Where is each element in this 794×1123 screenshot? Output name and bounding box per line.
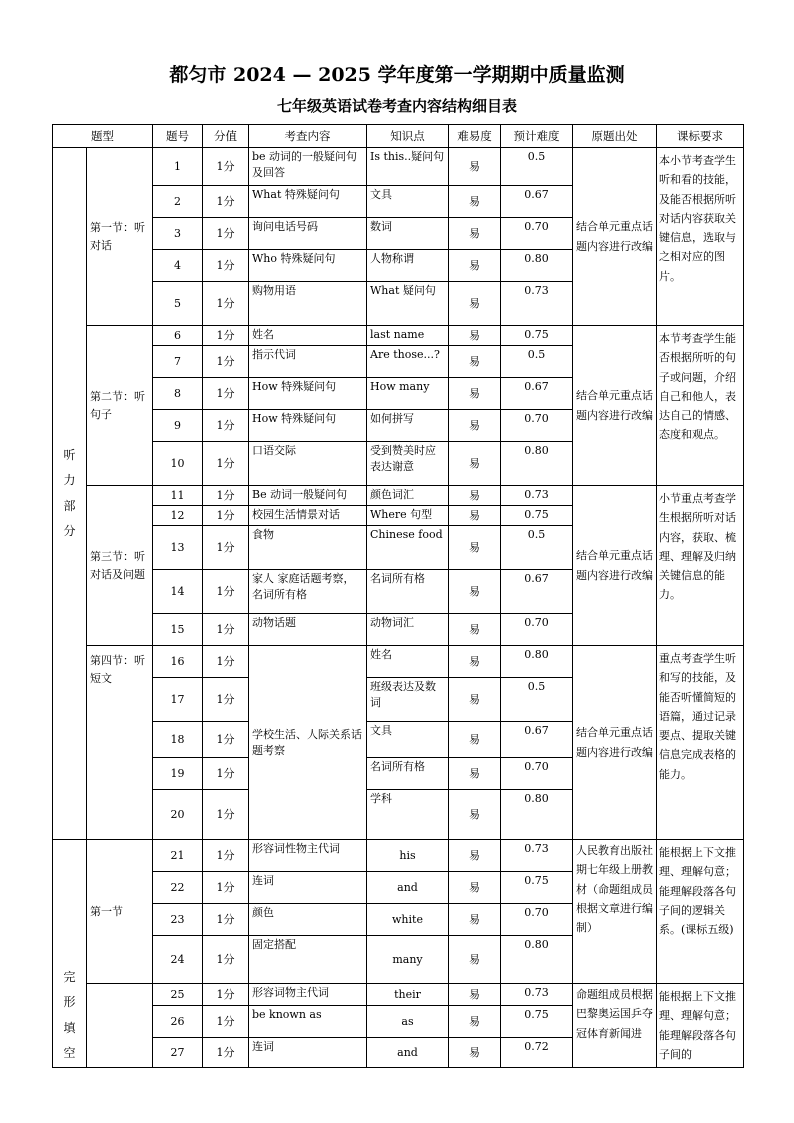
- header-standard: 课标要求: [657, 125, 744, 148]
- knowledge-cell: What 疑问句: [367, 282, 449, 326]
- level-cell: 易: [449, 218, 501, 250]
- level-cell: 易: [449, 326, 501, 346]
- content-cell: 姓名: [249, 326, 367, 346]
- content-cell: 校园生活情景对话: [249, 506, 367, 526]
- predicted-cell: 0.75: [501, 506, 573, 526]
- level-cell: 易: [449, 678, 501, 722]
- predicted-cell: 0.5: [501, 148, 573, 186]
- question-no: 24: [153, 936, 203, 984]
- knowledge-cell: and: [367, 872, 449, 904]
- knowledge-cell: 名词所有格: [367, 570, 449, 614]
- predicted-cell: 0.73: [501, 840, 573, 872]
- document-title: 都匀市 2024 — 2025 学年度第一学期期中质量监测: [169, 64, 625, 86]
- knowledge-cell: 动物词汇: [367, 614, 449, 646]
- question-score: 1分: [203, 936, 249, 984]
- source-cell: 结合单元重点话题内容进行改编: [573, 326, 657, 486]
- spec-table: [52, 124, 744, 1068]
- predicted-cell: 0.5: [501, 678, 573, 722]
- question-no: 26: [153, 1006, 203, 1038]
- standard-cell: 能根据上下文推理、理解句意；能理解段落各句子间的: [657, 984, 744, 1068]
- content-cell: 食物: [249, 526, 367, 570]
- predicted-cell: 0.75: [501, 1006, 573, 1038]
- knowledge-cell: 受到赞美时应表达谢意: [367, 442, 449, 486]
- knowledge-cell: Where 句型: [367, 506, 449, 526]
- knowledge-cell: 名词所有格: [367, 758, 449, 790]
- question-score: 1分: [203, 506, 249, 526]
- content-cell: How 特殊疑问句: [249, 410, 367, 442]
- predicted-cell: 0.70: [501, 904, 573, 936]
- question-score: 1分: [203, 840, 249, 872]
- level-cell: 易: [449, 646, 501, 678]
- level-cell: 易: [449, 506, 501, 526]
- table-row: [53, 486, 744, 506]
- part-label: 听力部分: [63, 448, 76, 538]
- knowledge-cell: their: [367, 984, 449, 1006]
- predicted-cell: 0.73: [501, 486, 573, 506]
- predicted-cell: 0.75: [501, 326, 573, 346]
- question-no: 1: [153, 148, 203, 186]
- source-cell: 命题组成员根据巴黎奥运国乒夺冠体育新闻进: [573, 984, 657, 1068]
- content-cell: 购物用语: [249, 282, 367, 326]
- predicted-cell: 0.70: [501, 218, 573, 250]
- content-cell: How 特殊疑问句: [249, 378, 367, 410]
- question-no: 3: [153, 218, 203, 250]
- level-cell: 易: [449, 758, 501, 790]
- content-cell: Who 特殊疑问句: [249, 250, 367, 282]
- standard-cell: 小节重点考查学生根据所听对话内容，获取、梳理、理解及归纳关键信息的能力。: [657, 486, 744, 646]
- content-cell: be known as: [249, 1006, 367, 1038]
- knowledge-cell: Chinese food: [367, 526, 449, 570]
- knowledge-cell: many: [367, 936, 449, 984]
- source-cell: 人民教育出版社期七年级上册教材（命题组成员根据文章进行编制）: [573, 840, 657, 984]
- level-cell: 易: [449, 148, 501, 186]
- predicted-cell: 0.67: [501, 722, 573, 758]
- question-no: 13: [153, 526, 203, 570]
- question-no: 2: [153, 186, 203, 218]
- standard-cell: 能根据上下文推理、理解句意；能理解段落各句子间的逻辑关系。(课标五级): [657, 840, 744, 984]
- knowledge-cell: 文具: [367, 722, 449, 758]
- predicted-cell: 0.67: [501, 378, 573, 410]
- knowledge-cell: 人物称谓: [367, 250, 449, 282]
- question-score: 1分: [203, 410, 249, 442]
- level-cell: 易: [449, 984, 501, 1006]
- part-label: 完形填空: [63, 970, 76, 1060]
- table-row: [53, 148, 744, 186]
- question-score: 1分: [203, 526, 249, 570]
- level-cell: 易: [449, 442, 501, 486]
- content-cell: 询问电话号码: [249, 218, 367, 250]
- question-score: 1分: [203, 678, 249, 722]
- level-cell: 易: [449, 790, 501, 840]
- question-score: 1分: [203, 442, 249, 486]
- level-cell: 易: [449, 614, 501, 646]
- section-cell: 第一节: [87, 840, 153, 984]
- knowledge-cell: 学科: [367, 790, 449, 840]
- question-score: 1分: [203, 186, 249, 218]
- question-score: 1分: [203, 346, 249, 378]
- content-cell: 口语交际: [249, 442, 367, 486]
- question-no: 11: [153, 486, 203, 506]
- level-cell: 易: [449, 378, 501, 410]
- question-score: 1分: [203, 378, 249, 410]
- question-score: 1分: [203, 218, 249, 250]
- content-cell: 动物话题: [249, 614, 367, 646]
- question-no: 18: [153, 722, 203, 758]
- question-no: 14: [153, 570, 203, 614]
- question-score: 1分: [203, 614, 249, 646]
- predicted-cell: 0.70: [501, 410, 573, 442]
- level-cell: 易: [449, 410, 501, 442]
- predicted-cell: 0.5: [501, 526, 573, 570]
- question-no: 19: [153, 758, 203, 790]
- document-subtitle: 七年级英语试卷考查内容结构细目表: [276, 97, 517, 115]
- question-no: 23: [153, 904, 203, 936]
- content-cell: 连词: [249, 1038, 367, 1068]
- knowledge-cell: as: [367, 1006, 449, 1038]
- standard-cell: 本节考查学生能否根据所听的句子或问题，介绍自己和他人，表达自己的情感、态度和观点。: [657, 326, 744, 486]
- question-score: 1分: [203, 722, 249, 758]
- content-cell: 学校生活、人际关系话题考察: [249, 646, 367, 840]
- question-score: 1分: [203, 984, 249, 1006]
- question-no: 7: [153, 346, 203, 378]
- knowledge-cell: 颜色词汇: [367, 486, 449, 506]
- part-listening: [53, 148, 87, 840]
- level-cell: 易: [449, 186, 501, 218]
- header-level: 难易度: [449, 125, 501, 148]
- header-knowledge: 知识点: [367, 125, 449, 148]
- predicted-cell: 0.73: [501, 282, 573, 326]
- predicted-cell: 0.72: [501, 1038, 573, 1068]
- level-cell: 易: [449, 282, 501, 326]
- question-no: 10: [153, 442, 203, 486]
- predicted-cell: 0.75: [501, 872, 573, 904]
- question-score: 1分: [203, 904, 249, 936]
- source-cell: 结合单元重点话题内容进行改编: [573, 148, 657, 326]
- level-cell: 易: [449, 904, 501, 936]
- knowledge-cell: 数词: [367, 218, 449, 250]
- section-cell: [87, 984, 153, 1068]
- content-cell: 固定搭配: [249, 936, 367, 984]
- knowledge-cell: 班级表达及数词: [367, 678, 449, 722]
- table-row: [53, 646, 744, 678]
- level-cell: 易: [449, 486, 501, 506]
- header-type: 题型: [53, 125, 153, 148]
- table-row: [53, 840, 744, 872]
- content-cell: 家人 家庭话题考察，名词所有格: [249, 570, 367, 614]
- source-cell: 结合单元重点话题内容进行改编: [573, 486, 657, 646]
- question-score: 1分: [203, 250, 249, 282]
- header-source: 原题出处: [573, 125, 657, 148]
- question-no: 25: [153, 984, 203, 1006]
- predicted-cell: 0.80: [501, 790, 573, 840]
- table-row: [53, 984, 744, 1006]
- question-score: 1分: [203, 148, 249, 186]
- question-score: 1分: [203, 646, 249, 678]
- header-content: 考查内容: [249, 125, 367, 148]
- question-no: 15: [153, 614, 203, 646]
- predicted-cell: 0.67: [501, 186, 573, 218]
- content-cell: be 动词的一般疑问句及回答: [249, 148, 367, 186]
- source-cell: 结合单元重点话题内容进行改编: [573, 646, 657, 840]
- question-score: 1分: [203, 758, 249, 790]
- section-cell: 第一节：听对话: [87, 148, 153, 326]
- predicted-cell: 0.67: [501, 570, 573, 614]
- header-no: 题号: [153, 125, 203, 148]
- predicted-cell: 0.73: [501, 984, 573, 1006]
- level-cell: 易: [449, 570, 501, 614]
- part-cloze: [53, 840, 87, 1068]
- predicted-cell: 0.80: [501, 646, 573, 678]
- question-no: 16: [153, 646, 203, 678]
- knowledge-cell: 如何拼写: [367, 410, 449, 442]
- question-score: 1分: [203, 282, 249, 326]
- question-no: 27: [153, 1038, 203, 1068]
- content-cell: 形容词物主代词: [249, 984, 367, 1006]
- content-cell: 连词: [249, 872, 367, 904]
- predicted-cell: 0.5: [501, 346, 573, 378]
- header-predicted: 预计难度: [501, 125, 573, 148]
- content-cell: 指示代词: [249, 346, 367, 378]
- knowledge-cell: 文具: [367, 186, 449, 218]
- content-cell: 形容词性物主代词: [249, 840, 367, 872]
- question-no: 21: [153, 840, 203, 872]
- question-score: 1分: [203, 326, 249, 346]
- section-cell: 第二节：听句子: [87, 326, 153, 486]
- level-cell: 易: [449, 872, 501, 904]
- question-no: 12: [153, 506, 203, 526]
- knowledge-cell: Are those...?: [367, 346, 449, 378]
- predicted-cell: 0.80: [501, 936, 573, 984]
- question-no: 8: [153, 378, 203, 410]
- level-cell: 易: [449, 722, 501, 758]
- question-score: 1分: [203, 1006, 249, 1038]
- level-cell: 易: [449, 250, 501, 282]
- question-no: 20: [153, 790, 203, 840]
- level-cell: 易: [449, 1006, 501, 1038]
- question-score: 1分: [203, 1038, 249, 1068]
- knowledge-cell: last name: [367, 326, 449, 346]
- section-cell: 第三节：听对话及问题: [87, 486, 153, 646]
- knowledge-cell: Is this..疑问句: [367, 148, 449, 186]
- header-score: 分值: [203, 125, 249, 148]
- level-cell: 易: [449, 526, 501, 570]
- question-score: 1分: [203, 486, 249, 506]
- table-row: [53, 326, 744, 346]
- question-score: 1分: [203, 872, 249, 904]
- question-no: 5: [153, 282, 203, 326]
- knowledge-cell: How many: [367, 378, 449, 410]
- content-cell: Be 动词一般疑问句: [249, 486, 367, 506]
- question-score: 1分: [203, 790, 249, 840]
- content-cell: What 特殊疑问句: [249, 186, 367, 218]
- predicted-cell: 0.70: [501, 758, 573, 790]
- question-no: 4: [153, 250, 203, 282]
- section-cell: 第四节：听短文: [87, 646, 153, 840]
- level-cell: 易: [449, 346, 501, 378]
- predicted-cell: 0.70: [501, 614, 573, 646]
- question-no: 17: [153, 678, 203, 722]
- content-cell: 颜色: [249, 904, 367, 936]
- knowledge-cell: white: [367, 904, 449, 936]
- standard-cell: 重点考查学生听和写的技能，及能否听懂简短的语篇，通过记录要点、提取关键信息完成表格的能力。: [657, 646, 744, 840]
- level-cell: 易: [449, 840, 501, 872]
- header-row: [53, 125, 744, 148]
- question-no: 9: [153, 410, 203, 442]
- level-cell: 易: [449, 1038, 501, 1068]
- question-no: 22: [153, 872, 203, 904]
- predicted-cell: 0.80: [501, 442, 573, 486]
- level-cell: 易: [449, 936, 501, 984]
- predicted-cell: 0.80: [501, 250, 573, 282]
- knowledge-cell: his: [367, 840, 449, 872]
- question-no: 6: [153, 326, 203, 346]
- question-score: 1分: [203, 570, 249, 614]
- knowledge-cell: 姓名: [367, 646, 449, 678]
- knowledge-cell: and: [367, 1038, 449, 1068]
- standard-cell: 本小节考查学生听和看的技能，及能否根据所听对话内容获取关键信息，选取与之相对应的图片。: [657, 148, 744, 326]
